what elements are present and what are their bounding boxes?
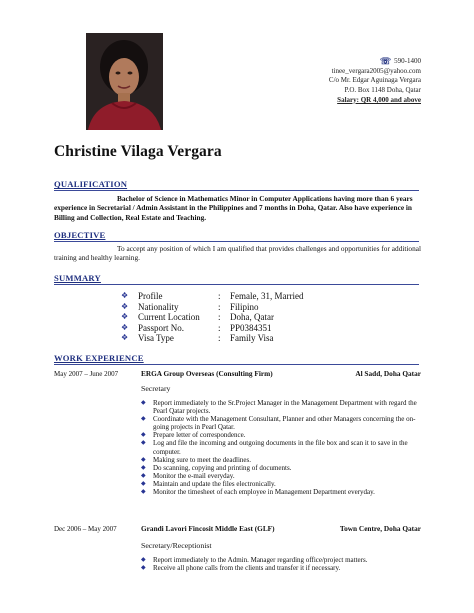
email-address: tinee_vergara2005@yahoo.com — [331, 66, 421, 75]
phone-number: 590-1400 — [394, 57, 421, 65]
section-divider — [54, 190, 419, 191]
job-employer: ERGA Group Overseas (Consulting Firm) — [141, 369, 273, 378]
job-dates: Dec 2006 – May 2007 — [54, 525, 117, 533]
summary-value: Filipino — [230, 301, 259, 312]
summary-label: Visa Type — [138, 333, 174, 344]
expected-salary — [251, 96, 421, 106]
job-location: Al Sadd, Doha Qatar — [355, 369, 421, 378]
phone-icon: ☏ — [379, 56, 392, 66]
diamond-bullet-icon: ❖ — [121, 301, 129, 311]
po-box-line: P.O. Box 1148 Doha, Qatar — [344, 86, 421, 95]
care-of-line: C/o Mr. Edgar Aguinaga Vergara — [328, 76, 421, 85]
section-divider — [54, 241, 419, 242]
salary-value: QR 4,000 and above — [358, 95, 421, 104]
section-divider — [54, 284, 419, 285]
job-duties-list — [141, 556, 423, 572]
diamond-bullet-icon: ❖ — [121, 312, 129, 322]
diamond-bullet-icon: ❖ — [121, 322, 129, 332]
duty-item: ◆ Receive all phone calls from the clients and transfer it if necessary. — [141, 564, 423, 572]
summary-row: ❖ Nationality : Filipino — [121, 301, 259, 312]
job-employer: Grandi Lavori Fincosit Middle East (GLF) — [141, 524, 275, 533]
duty-item: ◆ Prepare letter of correspondence. — [141, 431, 423, 439]
salary-label: Salary: — [337, 95, 359, 104]
summary-label: Nationality — [138, 301, 179, 312]
summary-row: ❖ Current Location : Doha, Qatar — [121, 312, 274, 323]
summary-label: Passport No. — [138, 322, 185, 333]
work-experience-heading: WORK EXPERIENCE — [54, 353, 144, 363]
contact-block — [251, 57, 421, 106]
summary-value: Doha, Qatar — [230, 312, 274, 323]
duty-item: ◆ Report immediately to the Admin. Manager regarding office/project matters. — [141, 556, 423, 564]
duty-item: ◆ Maintain and update the files electronically. — [141, 480, 423, 488]
section-divider — [54, 364, 419, 365]
diamond-bullet-icon: ❖ — [121, 291, 129, 300]
qualification-text: Bachelor of Science in Mathematics Minor in Computer Applications having more than 6 years experience in Secretarial / Admin Assistant in the Philippines and 7 months in Doha, Qatar. Also have experience in Billing and Collection, Real Estate and Teaching. — [54, 194, 413, 222]
summary-heading: SUMMARY — [54, 273, 101, 283]
summary-label: Profile — [138, 291, 163, 301]
summary-value: PP0384351 — [230, 322, 272, 333]
duty-item: ◆ Monitor the e-mail everyday. — [141, 472, 423, 480]
objective-heading: OBJECTIVE — [54, 230, 106, 240]
summary-value: Family Visa — [230, 333, 274, 344]
job-role: Secretary — [141, 384, 171, 393]
job-location: Town Centre, Doha Qatar — [339, 524, 421, 533]
phone-row — [251, 57, 421, 67]
duty-item: ◆ Report immediately to the Sr.Project Manager in the Management Department with regard the Pearl Qatar projects. — [141, 399, 423, 415]
job-role: Secretary/Receptionist — [141, 541, 212, 550]
summary-row: ❖ Visa Type : Family Visa — [121, 333, 274, 344]
duty-item: ◆ Log and file the incoming and outgoing documents in the file box and scan it to save in the computer. — [141, 439, 423, 455]
summary-list — [121, 291, 303, 344]
duty-item: ◆ Making sure to meet the deadlines. — [141, 456, 423, 464]
candidate-name: Christine Vilaga Vergara — [54, 143, 222, 160]
duty-item: ◆ Monitor the timesheet of each employee in Management Department everyday. — [141, 488, 423, 496]
summary-value: Female, 31, Married — [230, 291, 304, 301]
duty-item: ◆ Coordinate with the Management Consultant, Planner and other Managers concerning the on- going projects in Pearl Qatar. — [141, 415, 423, 431]
diamond-bullet-icon: ❖ — [121, 333, 129, 343]
job-dates: May 2007 – June 2007 — [54, 370, 119, 378]
job-duties-list — [141, 399, 423, 496]
summary-row: ❖ Passport No. : PP0384351 — [121, 322, 272, 333]
summary-row: ❖ Profile : Female, 31, Married — [121, 291, 304, 301]
summary-label: Current Location — [138, 312, 200, 323]
qualification-heading: QUALIFICATION — [54, 179, 128, 189]
duty-item: ◆ Do scanning, copying and printing of documents. — [141, 464, 423, 472]
objective-text: To accept any position of which I am qualified that provides challenges and opportunities for additional training and healthy learning. — [54, 244, 421, 263]
profile-photo — [86, 33, 163, 130]
portrait-image — [86, 33, 163, 130]
